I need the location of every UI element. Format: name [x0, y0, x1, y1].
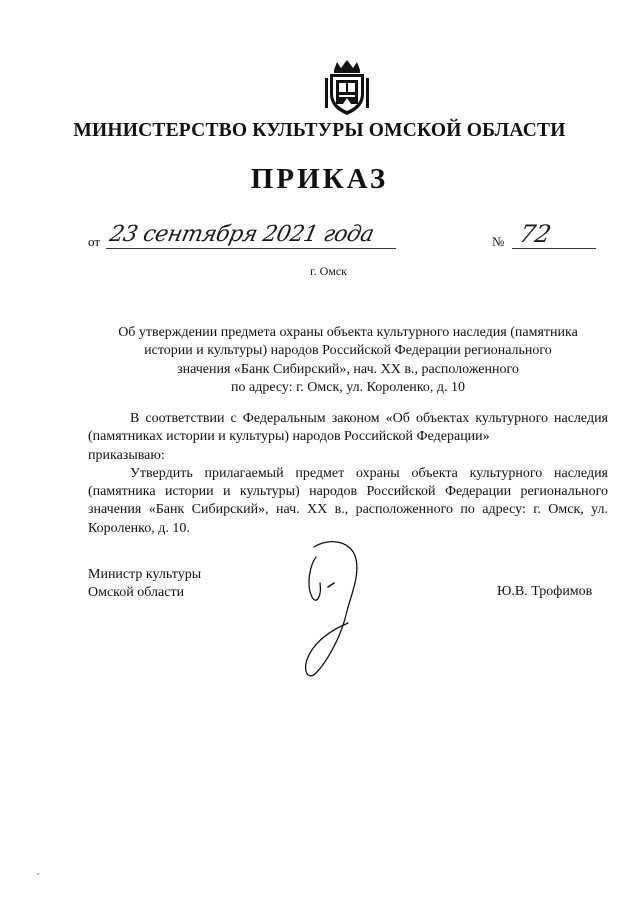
signatory-title	[88, 566, 201, 603]
date-underline	[106, 248, 396, 249]
number-prefix: №	[492, 234, 505, 249]
order-paragraph: Утвердить прилагаемый предмет охраны объекта культурного наследия (памятника истории и культуры) народов Российской Федерации регионального значения «Банк Сибирский», нач. XX в., расположенного по адресу: г. Омск, ул. Короленко, д. 10.	[88, 465, 608, 536]
number-underline	[512, 248, 596, 249]
preamble-paragraph: В соответствии с Федеральным законом «Об объектах культурного наследия (памятниках истории и культуры) народов Российской Федерации»	[88, 411, 608, 445]
order-subject	[88, 324, 608, 397]
handwritten-signature	[290, 535, 380, 690]
order-verb: приказываю:	[88, 447, 165, 463]
subject-line: Об утверждении предмета охраны объекта культурного наследия (памятника	[118, 325, 578, 340]
date-number-line	[88, 222, 608, 252]
signatory-title-line: Министр культуры	[88, 567, 202, 582]
signatory-title-line: Омской области	[88, 585, 185, 601]
date-prefix: от	[88, 234, 101, 249]
coat-of-arms-icon	[322, 58, 372, 118]
ministry-title: МИНИСТЕРСТВО КУЛЬТУРЫ ОМСКОЙ ОБЛАСТИ	[73, 120, 566, 141]
signatory-name: Ю.В. Трофимов	[497, 584, 593, 599]
city-label: г. Омск	[310, 264, 347, 278]
order-body	[88, 410, 608, 538]
handwritten-number: 72	[517, 220, 554, 248]
document-type-title: ПРИКАЗ	[250, 163, 389, 195]
subject-line: по адресу: г. Омск, ул. Короленко, д. 10	[230, 379, 465, 395]
handwritten-date: 23 сентября 2021 года	[107, 222, 376, 247]
subject-line: истории и культуры) народов Российской Федерации регионального	[144, 343, 552, 359]
scan-speck	[37, 873, 39, 875]
subject-line: значения «Банк Сибирский», нач. XX в., расположенного	[177, 361, 519, 377]
